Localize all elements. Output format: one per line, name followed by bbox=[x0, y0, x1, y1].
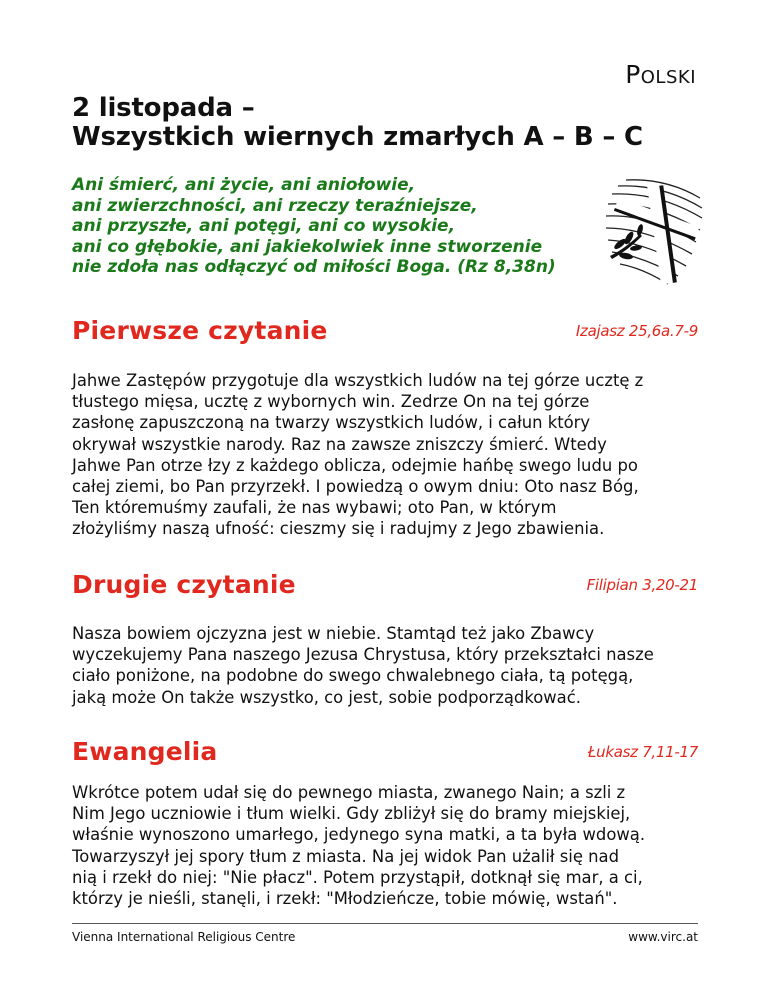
text-line: zasłonę zapuszczoną na twarzy wszystkich ludów, i całun który bbox=[72, 413, 591, 433]
text-line: Jahwe Zastępów przygotuje dla wszystkich ludów na tej górze ucztę z bbox=[72, 371, 644, 390]
section-header-first-reading bbox=[72, 316, 698, 352]
quote-line: ani przyszłe, ani potęgi, ani co wysokie, bbox=[72, 216, 456, 236]
section-header-gospel bbox=[72, 737, 698, 773]
second-reading-text bbox=[72, 623, 702, 708]
page-title bbox=[72, 94, 712, 152]
cross-with-branch-icon bbox=[596, 176, 706, 288]
footer-divider bbox=[72, 923, 698, 924]
text-line: ciało poniżone, na podobne do swego chwalebnego ciała, tą potęgą, bbox=[72, 666, 634, 686]
quote-line: ani co głębokie, ani jakiekolwiek inne stworzenie bbox=[72, 236, 543, 257]
text-line: Nim Jego uczniowie i tłum wielki. Gdy zbliżył się do bramy miejskiej, bbox=[72, 804, 631, 824]
text-line: Ten któremuśmy zaufali, że nas wybawi; oto Pan, w którym bbox=[72, 498, 557, 518]
section-reference: Izajasz 25,6a.7-9 bbox=[575, 322, 698, 340]
first-reading-text bbox=[72, 370, 702, 540]
section-header-second-reading bbox=[72, 570, 698, 606]
text-line: Jahwe Pan otrze łzy z każdego oblicza, odejmie hańbę swego ludu po bbox=[72, 455, 638, 475]
text-line: którzy je nieśli, stanęli, i rzekł: "Młodzieńcze, tobie mówię, wstań". bbox=[72, 889, 618, 909]
text-line: Nasza bowiem ojczyzna jest w niebie. Stamtąd też jako Zbawcy bbox=[72, 624, 595, 643]
section-title: Pierwsze czytanie bbox=[72, 316, 328, 345]
title-line-feast: Wszystkich wiernych zmarłych A – B – C bbox=[72, 122, 643, 152]
quote-line: ani zwierzchności, ani rzeczy teraźniejsze, bbox=[72, 195, 478, 216]
language-label: Polski bbox=[625, 60, 696, 89]
text-line: okrywał wszystkie narody. Raz na zawsze zniszczy śmierć. Wtedy bbox=[72, 434, 607, 454]
text-line: Wkrótce potem udał się do pewnego miasta, zwanego Nain; a szli z bbox=[72, 783, 626, 802]
text-line: właśnie wynoszono umarłego, jedynego syna matki, a ta była wdową. bbox=[72, 825, 646, 845]
section-reference: Łukasz 7,11-17 bbox=[588, 743, 698, 761]
scripture-quote bbox=[72, 175, 592, 278]
footer-website-link[interactable]: www.virc.at bbox=[628, 930, 698, 944]
text-line: złożyliśmy naszą ufność: cieszmy się i radujmy z Jego zbawienia. bbox=[72, 519, 605, 539]
section-title: Ewangelia bbox=[72, 737, 218, 766]
text-line: nią i rzekł do niej: "Nie płacz". Potem przystąpił, dotknął się mar, a ci, bbox=[72, 867, 643, 887]
gospel-text bbox=[72, 782, 702, 909]
text-line: całej ziemi, bo Pan przyrzekł. I powiedzą o owym dniu: Oto nasz Bóg, bbox=[72, 477, 639, 497]
quote-line: Ani śmierć, ani życie, ani aniołowie, bbox=[72, 175, 416, 195]
footer-organization: Vienna International Religious Centre bbox=[72, 930, 296, 944]
title-line-date: 2 listopada – bbox=[72, 93, 255, 123]
text-line: tłustego mięsa, ucztę z wybornych win. Zedrze On na tej górze bbox=[72, 392, 590, 412]
text-line: wyczekujemy Pana naszego Jezusa Chrystusa, który przekształci nasze bbox=[72, 645, 654, 665]
section-title: Drugie czytanie bbox=[72, 570, 296, 599]
section-reference: Filipian 3,20-21 bbox=[586, 576, 698, 594]
quote-line: nie zdoła nas odłączyć od miłości Boga. (Rz 8,38n) bbox=[72, 257, 556, 277]
text-line: jaką może On także wszystko, co jest, sobie podporządkować. bbox=[72, 687, 581, 707]
text-line: Towarzyszył jej spory tłum z miasta. Na jej widok Pan użalił się nad bbox=[72, 846, 619, 866]
